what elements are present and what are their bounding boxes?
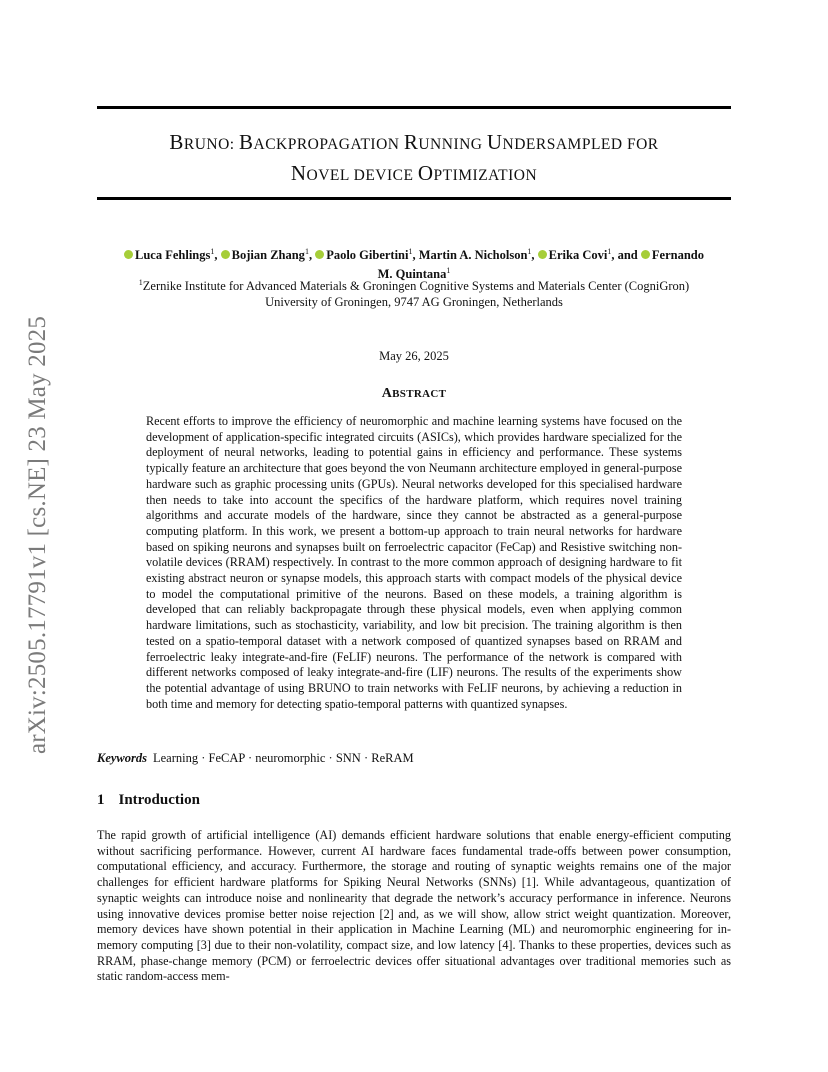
arxiv-identifier-stamp: arXiv:2505.17791v1 [cs.NE] 23 May 2025 — [24, 315, 51, 755]
keywords-line — [97, 751, 731, 766]
keywords-label: Keywords — [97, 751, 147, 765]
section-heading: 1 Introduction — [97, 792, 200, 808]
author-list: Luca Fehlings$^1$, Bojian Zhang$^1$, Paolo Gibertini$^1$, Martin A. Nicholson$^1$, Erika Covi$^1$, and Fernando M. Quintana$^1$ — [97, 244, 731, 282]
title-bottom-rule — [97, 197, 731, 200]
orcid-icon[interactable] — [221, 250, 230, 259]
orcid-icon[interactable] — [538, 250, 547, 259]
paper-title: BRUNO: BACKPROPAGATION RUNNING UNDERSAMPLED FOR NOVEL DEVICE OPTIMIZATION — [169, 130, 659, 185]
author-name: Paolo Gibertini — [326, 248, 409, 263]
author-name: Martin A. Nicholson — [418, 248, 528, 263]
author-name: Fernando — [651, 248, 704, 263]
author-name: M. Quintana — [377, 267, 447, 282]
abstract-heading: ABSTRACT — [381, 386, 447, 401]
affiliation: $^1$Zernike Institute for Advanced Materials & Groningen Cognitive Systems and Materials Center (CogniGron) University of Groningen, 9747 AG Groningen, Netherlands — [138, 278, 690, 310]
publication-date: May 26, 2025 — [379, 349, 449, 363]
author-name: Bojian Zhang — [231, 248, 305, 263]
title-top-rule — [97, 106, 731, 109]
intro-paragraph: The rapid growth of artificial intelligence (AI) demands efficient hardware solutions that enable energy-efficient computing without sacrificing performance. However, current AI hardware faces fundamental trade-offs between power consumption, computational efficiency, and accuracy. Furthermore, the storage and routing of synaptic weights remains one of the major challenges for efficient hardware platforms for Spiking Neural Networks (SNNs) [1]. While advantageous, quantization of synaptic weights can introduce noise and nonlinearity that degrade the network’s accuracy performance in inference. Neurons using innovative devices promise better noise rejection [2] and, as we will show, allow strict weight quantization. Moreover, memory devices have shown potential in their application in Machine Learning (ML) and neuromorphic engineering for in-memory computing [3] due to their non-volatility, compact size, and low latency [4]. Thanks to these properties, devices such as RRAM, phase-change memory (PCM) or ferroelectric devices offer situational advantages over traditional memories such as static random-access mem- — [97, 828, 731, 984]
abstract-text: Recent efforts to improve the efficiency of neuromorphic and machine learning systems have focused on the development of application-specific integrated circuits (ASICs), which provides hardware specialized for the deployment of neural networks, leading to potential gains in efficiency and performance. These systems typically feature an architecture that goes beyond the von Neumann architecture employed in general-purpose hardware such as graphic processing units (GPUs). Neural networks developed for this specialised hardware then needs to take into account the specifics of the hardware platform, which requires novel training algorithms and accurate models of the hardware, since they cannot be abstracted as a general-purpose computing platform. In this work, we present a bottom-up approach to train neural networks for hardware based on spiking neurons and synapses built on ferroelectric capacitor (FeCap) and Resistive switching non-volatile devices (RRAM) respectively. In contrast to the more common approach of designing hardware to fit existing abstract neuron or synapse models, this approach starts with compact models of the physical device to model the computational primitive of the neurons. Based on these models, a training algorithm is developed that can reliably backpropagate through these physical models, even when applying common hardware limitations, such as stochasticity, variability, and low bit precision. The training algorithm is then tested on a spatio-temporal dataset with a network composed of quantized synapses based on RRAM and ferroelectric leaky integrate-and-fire (FeLIF) neurons. The performance of the network is compared with different networks composed of leaky integrate-and-fire (LIF) neurons. The results of the experiments show the potential advantage of using BRUNO to train networks with FeLIF neurons, by achieving a reduction in both time and memory for detecting spatio-temporal patterns with quantized synapses. — [146, 414, 682, 711]
author-name: Erika Covi — [548, 248, 608, 263]
author-name: Luca Fehlings — [135, 248, 211, 263]
keywords-list: Learning · FeCAP · neuromorphic · SNN · ReRAM — [153, 751, 414, 765]
orcid-icon[interactable] — [124, 250, 133, 259]
orcid-icon[interactable] — [315, 250, 324, 259]
orcid-icon[interactable] — [641, 250, 650, 259]
